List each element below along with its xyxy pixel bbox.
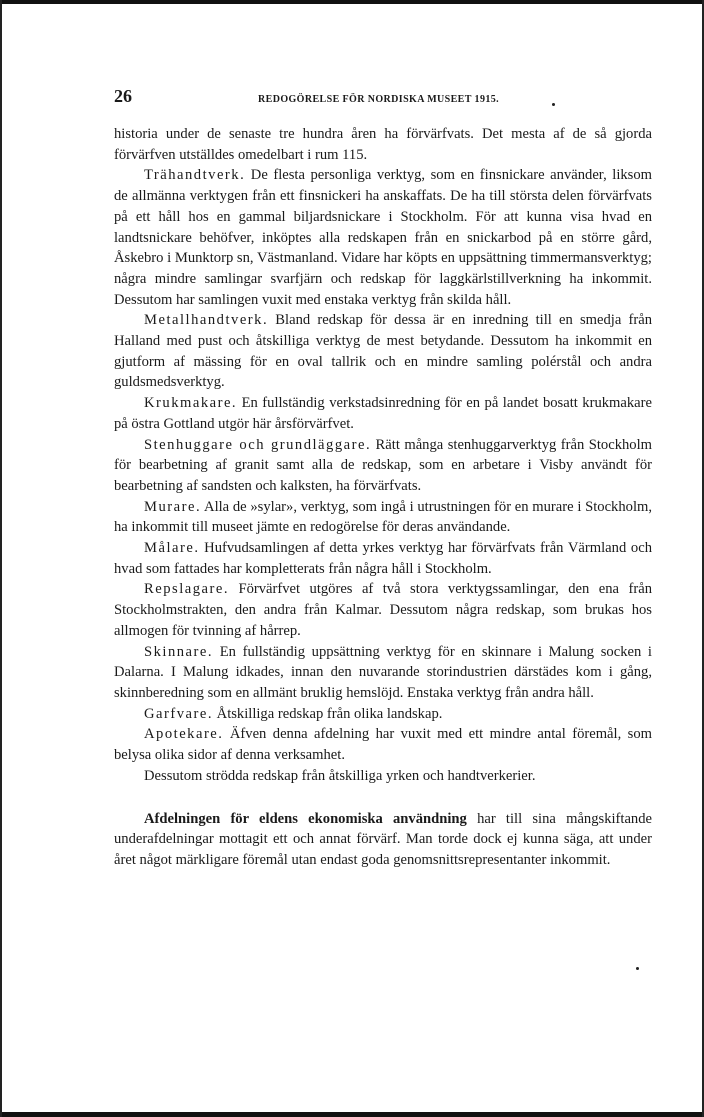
paragraph-metallhandtverk xyxy=(114,310,652,393)
paragraph-text: Rätt många stenhuggarverktyg från Stockholm för bearbetning af granit samt alla de redskap, som en arbetare i Visby användt för bearbetning af sandsten och kalksten, ha förvärfvats. xyxy=(114,436,653,494)
paragraph-lead: Murare. xyxy=(144,498,202,515)
paragraph-lead: Garfvare. xyxy=(144,705,213,722)
running-head: REDOGÖRELSE FÖR NORDISKA MUSEET 1915. xyxy=(258,94,500,105)
paragraph-text: Förvärfvet utgöres af två stora verktygssamlingar, den ena från Stockholmstrakten, den andra från Kalmar. Dessutom några redskap, som brukas hos allmogen för tvinning af hårrep. xyxy=(114,581,652,639)
section-separator xyxy=(114,787,652,809)
paragraph-lead: Krukmakare. xyxy=(144,395,238,412)
paragraph-murare xyxy=(114,497,652,538)
paragraph-trahandtverk xyxy=(114,165,652,310)
paragraph-dessutom xyxy=(114,766,652,787)
page-number: 26 xyxy=(114,86,132,106)
paragraph-krukmakare xyxy=(114,393,652,434)
paragraph-stenhuggare xyxy=(114,435,652,497)
paragraph-text: har till sina mångskiftande underafdelningar mottagit ett och annat förvärf. Man torde dock ej kunna säga, att under året något märkligare föremål utan endast goda genomsnittsrepresentanter inkommit. xyxy=(114,810,653,868)
paragraph-garfvare xyxy=(114,704,652,725)
paragraph-lead: Trähandtverk. xyxy=(144,167,246,184)
scan-border-top xyxy=(0,0,704,4)
paragraph-lead: Metallhandtverk. xyxy=(144,312,269,329)
ink-speck xyxy=(552,103,555,106)
paragraph-lead: Målare. xyxy=(144,540,200,557)
paragraph-text: De flesta personliga verktyg, som en finsnickare använder, liksom de allmänna verktygen från ett finsnickeri ha anskaffats. De ha till största delen förvärfvats på ett håll hos en gammal biljardsnickare i Stockholm. För att kunna visa hvad en landtsnickare behöfver, inköptes alla redskapen från en snickarbod på en större gård, Åskebro i Munktorp sn, Västmanland. Vidare har köpts en uppsättning timmermansverktyg; några mindre samlingar svarfjärn och redskap för laggkärlstillverkning ha inkommit. Dessutom har samlingen vuxit med enstaka verktyg från skilda håll. xyxy=(114,167,652,308)
paragraph-text: Hufvudsamlingen af detta yrkes verktyg har förvärfvats från Värmland och hvad som fattades har kompletterats från några håll i Stockholm. xyxy=(114,540,652,577)
paragraph-text: En fullständig uppsättning verktyg för en skinnare i Malung socken i Dalarna. I Malung idkades, innan den nuvarande storindustrien därstädes kom i gång, skinnberedning som en allmänt bruklig hemslöjd. Enstaka verktyg från andra håll. xyxy=(114,643,652,701)
ink-speck xyxy=(636,967,639,970)
paragraph-text: Dessutom strödda redskap från åtskilliga yrken och handtverkerier. xyxy=(144,767,536,784)
paragraph-apotekare xyxy=(114,724,652,765)
paragraph-text: Bland redskap för dessa är en inredning till en smedja från Halland med pust och åtskilliga verktyg de mest betydande. Dessutom ha inkommit en gjutform af mässing för en oval tallrik och en mindre samling polérstål och andra guldsmedsverktyg. xyxy=(114,312,652,391)
paragraph-malare xyxy=(114,538,652,579)
paragraph-lead: Stenhuggare och grundläggare. xyxy=(144,436,372,453)
paragraph-text: historia under de senaste tre hundra åren ha förvärfvats. Det mesta af de så gjorda förvärfven utställdes omedelbart i rum 115. xyxy=(114,126,652,163)
paragraph-skinnare xyxy=(114,642,652,704)
paragraph-text: En fullständig verkstadsinredning för en på landet bosatt krukmakare på östra Gottland utgör här årsförvärfvet. xyxy=(114,395,652,432)
paragraph-lead: Skinnare. xyxy=(144,643,214,660)
scan-border-bottom xyxy=(0,1112,704,1117)
paragraph-text: Åtskilliga redskap från olika landskap. xyxy=(213,705,443,722)
paragraph-eldens-ekonomiska xyxy=(114,809,652,871)
paragraph-lead: Apotekare. xyxy=(144,726,224,743)
paragraph-continuation xyxy=(114,124,652,165)
body-text xyxy=(114,124,652,871)
section-heading: Afdelningen för eldens ekonomiska användning xyxy=(144,810,467,827)
paragraph-repslagare xyxy=(114,579,652,641)
scan-border-left xyxy=(0,0,2,1117)
paragraph-text: Äfven denna afdelning har vuxit med ett mindre antal föremål, som belysa olika sidor af denna verksamhet. xyxy=(114,726,652,764)
paragraph-text: Alla de »sylar», verktyg, som ingå i utrustningen för en murare i Stockholm, ha inkommit till museet jämte en redogörelse för deras användande. xyxy=(114,498,652,536)
paragraph-lead: Repslagare. xyxy=(144,581,229,598)
